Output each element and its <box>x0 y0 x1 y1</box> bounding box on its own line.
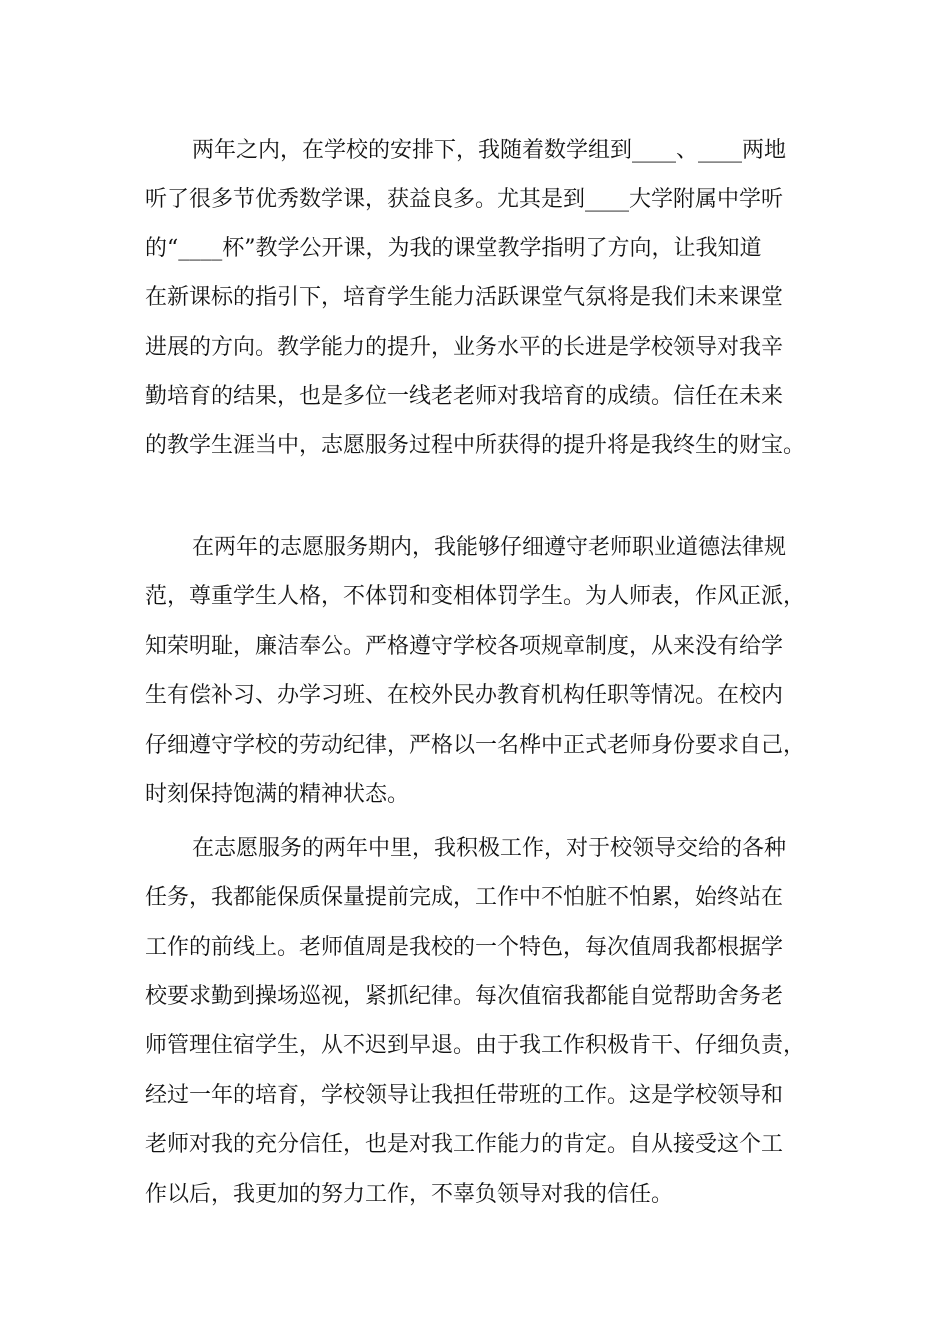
paragraph-line: 经过一年的培育，学校领导让我担任带班的工作。这是学校领导和 <box>145 1083 784 1108</box>
paragraph-line: 听了很多节优秀数学课，获益良多。尤其是到____大学附属中学听 <box>145 187 784 212</box>
paragraph-line: 在新课标的指引下，培育学生能力活跃课堂气氛将是我们未来课堂 <box>145 285 784 310</box>
paragraph-line: 生有偿补习、办学习班、在校外民办教育机构任职等情况。在校内 <box>145 683 784 708</box>
paragraph-line: 范，尊重学生人格，不体罚和变相体罚学生。为人师表，作风正派， <box>145 584 806 609</box>
paragraph-line: 时刻保持饱满的精神状态。 <box>145 782 410 807</box>
paragraph-line: 勤培育的结果，也是多位一线老老师对我培育的成绩。信任在未来 <box>145 384 784 409</box>
paragraph-line: 老师对我的充分信任，也是对我工作能力的肯定。自从接受这个工 <box>145 1132 784 1157</box>
paragraph-line: 作以后，我更加的努力工作，不辜负领导对我的信任。 <box>145 1182 674 1207</box>
paragraph-line: 两年之内，在学校的安排下，我随着数学组到____、____两地 <box>192 138 787 163</box>
paragraph-line: 知荣明耻，廉洁奉公。严格遵守学校各项规章制度，从来没有给学 <box>145 634 784 659</box>
paragraph-line: 任务，我都能保质保量提前完成，工作中不怕脏不怕累，始终站在 <box>145 885 784 910</box>
paragraph-line: 工作的前线上。老师值周是我校的一个特色，每次值周我都根据学 <box>145 935 784 960</box>
paragraph-line: 校要求勤到操场巡视，紧抓纪律。每次值宿我都能自觉帮助舍务老 <box>145 984 784 1009</box>
paragraph-line: 在两年的志愿服务期内，我能够仔细遵守老师职业道德法律规 <box>192 535 787 560</box>
paragraph-line: 的“____杯”教学公开课，为我的课堂教学指明了方向，让我知道 <box>145 236 762 261</box>
paragraph-line: 的教学生涯当中，志愿服务过程中所获得的提升将是我终生的财宝。 <box>145 433 806 458</box>
paragraph-line: 仔细遵守学校的劳动纪律，严格以一名桦中正式老师身份要求自己， <box>145 733 806 758</box>
paragraph-line: 在志愿服务的两年中里，我积极工作，对于校领导交给的各种 <box>192 836 787 861</box>
paragraph-line: 进展的方向。教学能力的提升，业务水平的长进是学校领导对我辛 <box>145 335 784 360</box>
paragraph-line: 师管理住宿学生，从不迟到早退。由于我工作积极肯干、仔细负责， <box>145 1033 806 1058</box>
